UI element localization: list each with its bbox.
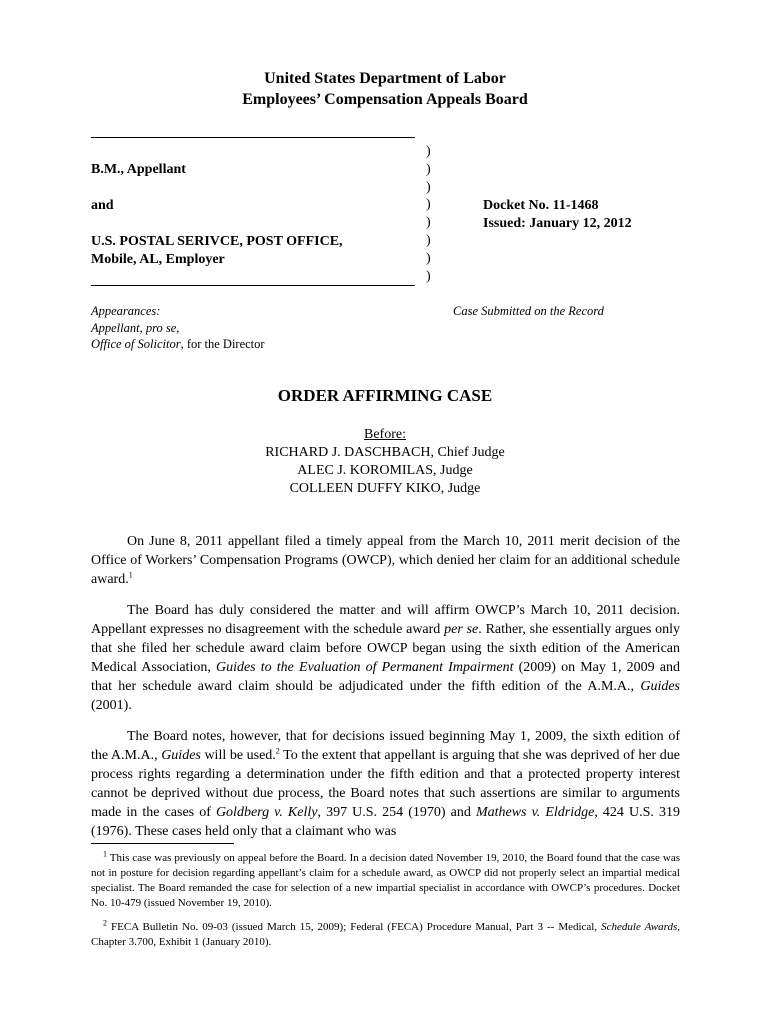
caption-bottom-rule: [91, 285, 415, 286]
issued-date: Issued: January 12, 2012: [483, 216, 632, 231]
p2-text-c: . Rather, she essentially argues only that she filed her schedule award claim before OWCP began using the sixth edition of the American Medical Association,: [91, 622, 680, 675]
paren: ): [426, 268, 431, 284]
caption-parentheses: [426, 143, 431, 285]
body-paragraph-1: [91, 532, 680, 589]
solicitor-role: , for the Director: [180, 337, 265, 351]
footnote-1-text: This case was previously on appeal before the Board. In a decision dated November 19, 2010, the Board found that the case was not in posture for decision regarding appellant’s claim for a schedule award, as OWCP did not properly select an impartial medical specialist. The Board remanded the case for selection of a new impartial specialist in accordance with OWCP’s procedures. Docket No. 10-479 (issued November 19, 2010).: [91, 852, 680, 909]
board-name: Employees’ Compensation Appeals Board: [242, 91, 528, 108]
p3-text-c: will be used.: [200, 748, 276, 763]
footnote-ref-1: 1: [128, 570, 133, 580]
paren: ): [426, 232, 431, 248]
p3-text-d: To the extent that appellant is arguing that she was deprived of her due process rights regarding a determination under the fifth edition and that a protected property interest cannot be deprived without due process, the Board notes that such assertions are similar to arguments made in the cases of: [91, 748, 681, 820]
footnote-1: [91, 851, 680, 911]
p3-text-h: , 424 U.S. 319 (1976). These cases held only that a claimant who was: [91, 805, 680, 839]
employer-line-2: Mobile, AL, Employer: [91, 252, 225, 267]
body-paragraph-3: [91, 727, 680, 841]
p2-text-f: Guides: [640, 679, 680, 694]
case-submitted-note: Case Submitted on the Record: [453, 304, 604, 318]
caption-and: and: [91, 198, 114, 213]
footnote-2: [91, 920, 680, 950]
employer-line-1: U.S. POSTAL SERIVCE, POST OFFICE,: [91, 234, 343, 249]
body-paragraph-2: [91, 601, 680, 715]
p3-text-a: The Board notes, however, that for decisions issued beginning May 1, 2009, the sixth edition of the A.M.A.,: [91, 729, 680, 763]
paren: ): [426, 215, 431, 231]
footnote-separator: [91, 843, 234, 844]
caption-top-rule: [91, 137, 415, 138]
footnote-2-text-b: Schedule Awards: [601, 921, 678, 933]
paren: ): [426, 144, 431, 159]
order-body: [91, 532, 680, 853]
judge-chief: RICHARD J. DASCHBACH, Chief Judge: [265, 445, 505, 460]
p3-text-e: Goldberg v. Kelly: [215, 805, 318, 820]
paren: ): [426, 197, 431, 213]
judge-kiko: COLLEEN DUFFY KIKO, Judge: [289, 481, 481, 496]
p3-text-g: Mathews v. Eldridge: [475, 805, 595, 820]
footnote-1-number: 1: [103, 849, 107, 859]
appearances-solicitor: [91, 336, 265, 353]
judge-koromilas: ALEC J. KOROMILAS, Judge: [297, 463, 473, 478]
before-label: Before:: [364, 427, 406, 442]
paren: ): [426, 250, 431, 266]
paren: ): [426, 161, 431, 177]
p2-text-a: The Board has duly considered the matter and will affirm OWCP’s March 10, 2011 decision. Appellant expresses no disagreement with the schedule award: [91, 603, 680, 637]
footnotes: [91, 851, 680, 959]
agency-name: United States Department of Labor: [264, 70, 506, 87]
footnote-2-number: 2: [103, 918, 107, 928]
p2-text-b: per se: [444, 622, 479, 637]
docket-number: Docket No. 11-1468: [483, 198, 599, 213]
panel-block: [0, 426, 770, 498]
appearances-block: [91, 303, 265, 353]
p3-text-b: Guides: [161, 748, 201, 763]
footnote-2-text-c: , Chapter 3.700, Exhibit 1 (January 2010).: [91, 921, 680, 948]
p2-text-g: (2001).: [91, 698, 132, 713]
agency-header: [0, 68, 770, 110]
appearances-label: Appearances:: [91, 304, 161, 318]
solicitor-office: Office of Solicitor: [91, 337, 181, 351]
p3-text-f: , 397 U.S. 254 (1970) and: [317, 805, 476, 820]
footnote-2-text-a: FECA Bulletin No. 09-03 (issued March 15, 2009); Federal (FECA) Procedure Manual, Part 3 -- Medical,: [107, 921, 602, 933]
order-title: ORDER AFFIRMING CASE: [277, 386, 493, 405]
p2-text-d: Guides to the Evaluation of Permanent Impairment: [215, 660, 514, 675]
appellant-name: B.M., Appellant: [91, 162, 186, 177]
appearances-appellant: Appellant, pro se,: [91, 320, 180, 335]
paren: ): [426, 179, 431, 195]
footnote-ref-2: 2: [275, 746, 280, 756]
p1-text: On June 8, 2011 appellant filed a timely appeal from the March 10, 2011 merit decision of the Office of Workers’ Compensation Programs (OWCP), which denied her claim for an additional schedule award.: [91, 534, 680, 587]
p2-text-e: (2009) on May 1, 2009 and that her schedule award claim should be adjudicated under the fifth edition of the A.M.A.,: [91, 660, 680, 694]
